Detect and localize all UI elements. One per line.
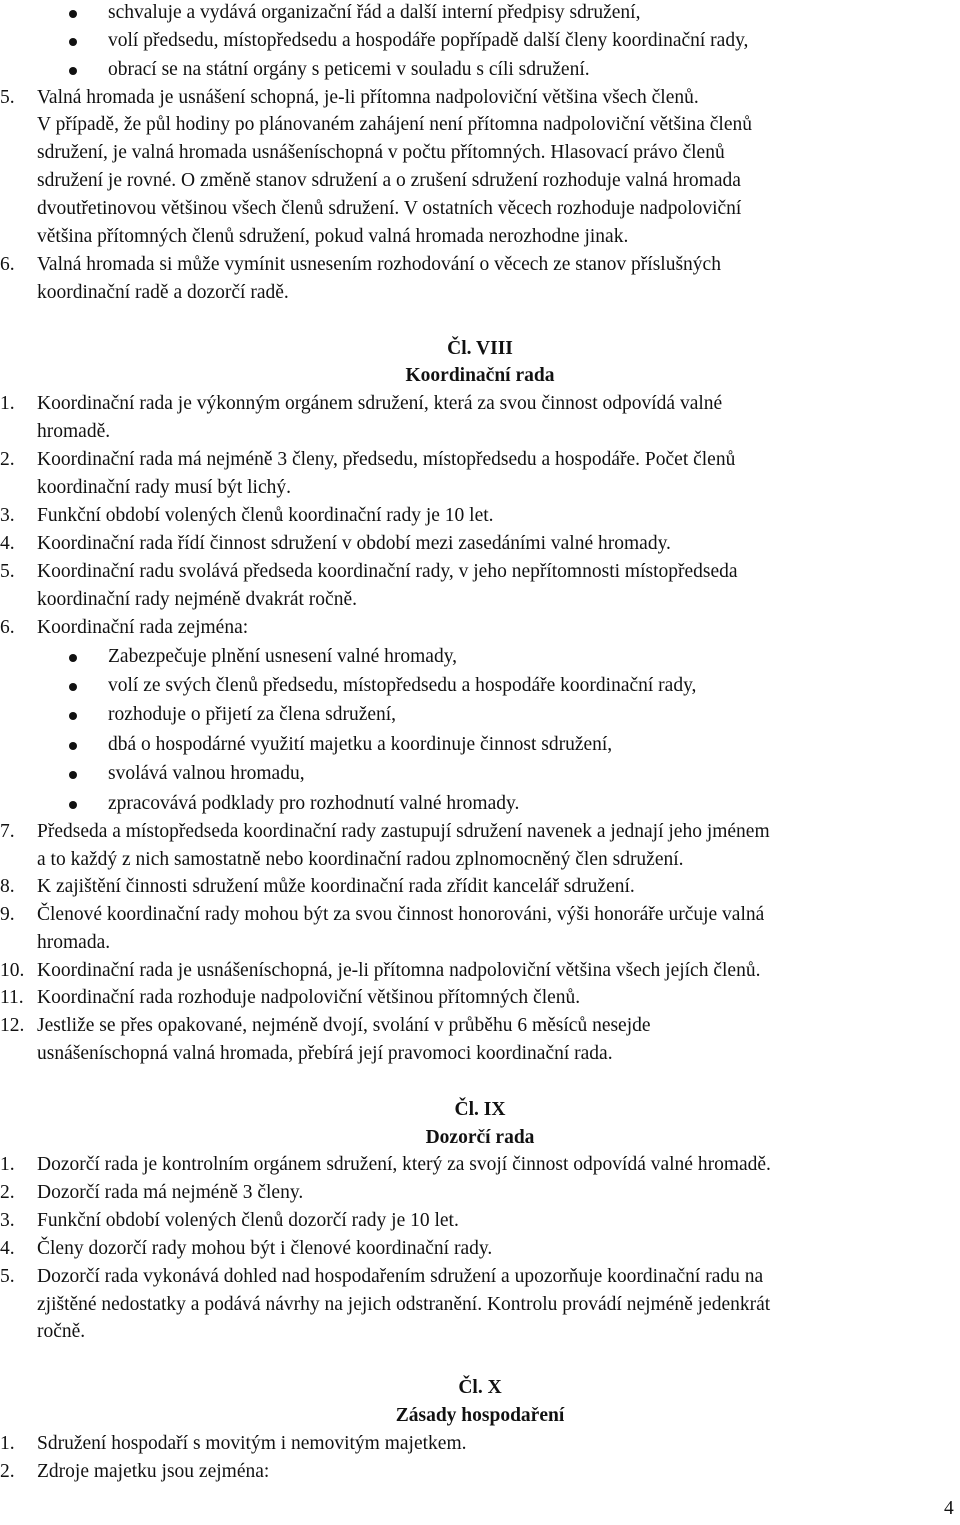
- paragraph-line: zjištěné nedostatky a podává návrhy na jejich odstranění. Kontrolu provádí nejméně jedenkrát: [37, 1294, 771, 1315]
- paragraph-number: 2.: [0, 449, 15, 470]
- paragraph-line: Jestliže se přes opakované, nejméně dvojí, svolání v průběhu 6 měsíců nesejde: [37, 1015, 651, 1036]
- article-title: Koordinační rada: [405, 365, 555, 386]
- list-item-text: volí předsedu, místopředsedu a hospodáře popřípadě další členy koordinační rady,: [108, 30, 749, 51]
- paragraph-number: 12.: [0, 1015, 25, 1036]
- bullet-icon: [69, 10, 77, 18]
- paragraph-number: 1.: [0, 1154, 15, 1175]
- article-title: Dozorčí rada: [425, 1127, 535, 1148]
- bullet-icon: [69, 67, 77, 75]
- list-item-text: zpracovává podklady pro rozhodnutí valné hromady.: [108, 793, 520, 814]
- paragraph-number: 4.: [0, 533, 15, 554]
- paragraph-line: koordinační rady musí být lichý.: [37, 477, 291, 498]
- paragraph-number: 6.: [0, 617, 15, 638]
- paragraph-line: usnášeníschopná valná hromada, přebírá její pravomoci koordinační rada.: [37, 1043, 613, 1064]
- paragraph-number: 3.: [0, 505, 15, 526]
- paragraph-number: 8.: [0, 876, 15, 897]
- paragraph-line: a to každý z nich samostatně nebo koordinační radou zplnomocněný člen sdružení.: [37, 849, 684, 870]
- paragraph-number: 2.: [0, 1461, 15, 1482]
- paragraph-number: 5.: [0, 561, 15, 582]
- paragraph-line: Koordinační rada má nejméně 3 členy, předsedu, místopředsedu a hospodáře. Počet členů: [37, 449, 736, 470]
- paragraph-line: Koordinační rada řídí činnost sdružení v období mezi zasedáními valné hromady.: [37, 533, 671, 554]
- paragraph-line: koordinační radě a dozorčí radě.: [37, 282, 289, 303]
- paragraph-number: 1.: [0, 1433, 15, 1454]
- paragraph-number: 11.: [0, 987, 24, 1008]
- article-heading: Čl. IX: [454, 1099, 506, 1120]
- paragraph-line: Sdružení hospodaří s movitým i nemovitým majetkem.: [37, 1433, 467, 1454]
- paragraph-line: sdružení je rovné. O změně stanov sdružení a o zrušení sdružení rozhoduje valná hromada: [37, 170, 741, 191]
- paragraph-line: Funkční období volených členů dozorčí rady je 10 let.: [37, 1210, 459, 1231]
- list-item-text: obrací se na státní orgány s peticemi v souladu s cíli sdružení.: [108, 59, 590, 80]
- paragraph-number: 1.: [0, 393, 15, 414]
- paragraph-line: Dozorčí rada vykonává dohled nad hospodařením sdružení a upozorňuje koordinační radu na: [37, 1266, 764, 1287]
- paragraph-line: Koordinační rada rozhoduje nadpoloviční většinou přítomných členů.: [37, 987, 581, 1008]
- paragraph-number: 3.: [0, 1210, 15, 1231]
- list-item-text: svolává valnou hromadu,: [108, 763, 305, 784]
- paragraph-line: Funkční období volených členů koordinační rady je 10 let.: [37, 505, 494, 526]
- bullet-icon: [69, 801, 77, 809]
- paragraph-line: dvoutřetinovou většinou všech členů sdružení. V ostatních věcech rozhoduje nadpoloviční: [37, 198, 742, 219]
- paragraph-line: Dozorčí rada je kontrolním orgánem sdružení, který za svojí činnost odpovídá valné hromadě.: [37, 1154, 771, 1175]
- paragraph-number: 10.: [0, 960, 25, 981]
- list-item-text: dbá o hospodárné využití majetku a koordinuje činnost sdružení,: [108, 734, 613, 755]
- paragraph-line: Dozorčí rada má nejméně 3 členy.: [37, 1182, 304, 1203]
- paragraph-number: 5.: [0, 87, 15, 108]
- bullet-icon: [69, 38, 77, 46]
- paragraph-line: Valná hromada je usnášení schopná, je-li přítomna nadpoloviční většina všech členů.: [37, 87, 699, 108]
- paragraph-line: ročně.: [37, 1321, 86, 1342]
- paragraph-line: Zdroje majetku jsou zejména:: [37, 1461, 270, 1482]
- article-title: Zásady hospodaření: [395, 1405, 565, 1426]
- paragraph-line: hromadě.: [37, 421, 111, 442]
- page-number: 4: [944, 1498, 954, 1519]
- paragraph-line: Předseda a místopředseda koordinační rady zastupují sdružení navenek a jednají jeho jménem: [37, 821, 770, 842]
- paragraph-number: 9.: [0, 904, 15, 925]
- bullet-icon: [69, 771, 77, 779]
- paragraph-line: Valná hromada si může vymínit usnesením rozhodování o věcech ze stanov příslušných: [37, 254, 721, 275]
- paragraph-line: hromada.: [37, 932, 111, 953]
- bullet-icon: [69, 683, 77, 691]
- paragraph-line: Členové koordinační rady mohou být za svou činnost honorováni, výši honoráře určuje valná: [37, 904, 765, 925]
- paragraph-line: V případě, že půl hodiny po plánovaném zahájení není přítomna nadpoloviční většina členů: [37, 114, 752, 135]
- paragraph-line: Členy dozorčí rady mohou být i členové koordinační rady.: [37, 1238, 493, 1259]
- paragraph-line: většina přítomných členů sdružení, pokud valná hromada nerozhodne jinak.: [37, 226, 629, 247]
- paragraph-line: koordinační rady nejméně dvakrát ročně.: [37, 589, 357, 610]
- paragraph-number: 2.: [0, 1182, 15, 1203]
- article-heading: Čl. VIII: [447, 338, 513, 359]
- paragraph-line: Koordinační rada zejména:: [37, 617, 249, 638]
- paragraph-line: K zajištění činnosti sdružení může koordinační rada zřídit kancelář sdružení.: [37, 876, 635, 897]
- paragraph-line: Koordinační rada je výkonným orgánem sdružení, která za svou činnost odpovídá valné: [37, 393, 723, 414]
- article-heading: Čl. X: [458, 1377, 502, 1398]
- list-item-text: rozhoduje o přijetí za člena sdružení,: [108, 704, 397, 725]
- list-item-text: schvaluje a vydává organizační řád a další interní předpisy sdružení,: [108, 2, 641, 23]
- list-item-text: volí ze svých členů předsedu, místopředsedu a hospodáře koordinační rady,: [108, 675, 697, 696]
- list-item-text: Zabezpečuje plnění usnesení valné hromady,: [108, 646, 458, 667]
- paragraph-number: 4.: [0, 1238, 15, 1259]
- paragraph-number: 7.: [0, 821, 15, 842]
- bullet-icon: [69, 712, 77, 720]
- paragraph-number: 6.: [0, 254, 15, 275]
- paragraph-line: Koordinační radu svolává předseda koordinační rady, v jeho nepřítomnosti místopředseda: [37, 561, 738, 582]
- paragraph-line: sdružení, je valná hromada usnášeníschopná v počtu přítomných. Hlasovací právo členů: [37, 142, 725, 163]
- bullet-icon: [69, 742, 77, 750]
- paragraph-number: 5.: [0, 1266, 15, 1287]
- bullet-icon: [69, 654, 77, 662]
- paragraph-line: Koordinační rada je usnášeníschopná, je-li přítomna nadpoloviční většina všech jejích členů.: [37, 960, 761, 981]
